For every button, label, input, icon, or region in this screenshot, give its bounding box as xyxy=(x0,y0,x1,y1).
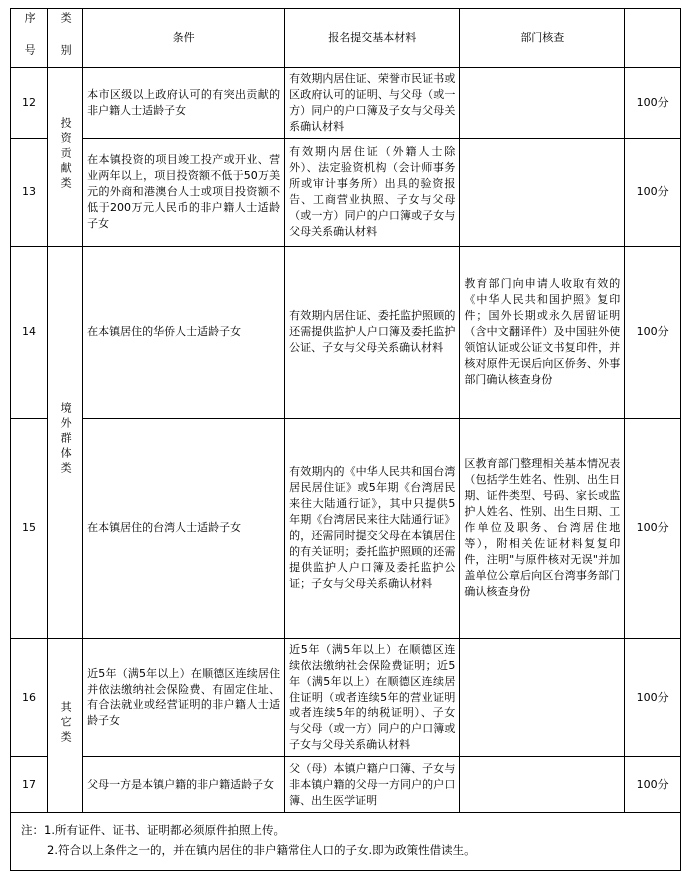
row-no: 14 xyxy=(11,246,48,418)
row-score: 100分 xyxy=(625,138,681,246)
row-no: 13 xyxy=(11,138,48,246)
header-materials: 报名提交基本材料 xyxy=(285,9,460,68)
table-row xyxy=(11,757,681,813)
row-review xyxy=(460,138,625,246)
footnote-line-1 xyxy=(21,820,670,840)
row-condition: 在本镇居住的台湾人士适龄子女 xyxy=(83,418,285,638)
row-condition: 本市区级以上政府认可的有突出贡献的非户籍人士适龄子女 xyxy=(83,67,285,138)
table-row xyxy=(11,638,681,757)
row-no: 16 xyxy=(11,638,48,757)
row-category: 境外群体类 xyxy=(48,246,83,638)
row-category: 投资贡献类 xyxy=(48,67,83,246)
row-materials: 父（母）本镇户籍户口簿、子女与非本镇户籍的父母一方同户的户口簿、出生医学证明 xyxy=(285,757,460,813)
row-condition: 在本镇居住的华侨人士适龄子女 xyxy=(83,246,285,418)
row-no: 15 xyxy=(11,418,48,638)
row-materials: 有效期内居住证、委托监护照顾的还需提供监护人户口簿及委托监护公证、子女与父母关系确认材料 xyxy=(285,246,460,418)
row-condition: 在本镇投资的项目竣工投产或开业、营业两年以上，项目投资额不低于50万美元的外商和港澳台人士或项目投资额不低于200万元人民币的非户籍人士适龄子女 xyxy=(83,138,285,246)
row-condition: 父母一方是本镇户籍的非户籍适龄子女 xyxy=(83,757,285,813)
row-score: 100分 xyxy=(625,246,681,418)
row-category: 其它类 xyxy=(48,638,83,813)
row-review: 教育部门向申请人收取有效的《中华人民共和国护照》复印件；国外长期或永久居留证明（含中文翻译件）及中国驻外使领馆认证或公证文书复印件，并核对原件无误后向区侨务、外事部门确认核查身份 xyxy=(460,246,625,418)
header-no: 序 号 xyxy=(11,9,48,68)
row-score: 100分 xyxy=(625,757,681,813)
admission-requirements-table xyxy=(10,8,681,813)
table-row xyxy=(11,138,681,246)
row-no: 17 xyxy=(11,757,48,813)
row-materials: 有效期内居住证、荣誉市民证书或区政府认可的证明、与父母（或一方）同户的户口簿及子女与父母关系确认材料 xyxy=(285,67,460,138)
row-materials: 有效期内居住证（外籍人士除外）、法定验资机构（会计师事务所或审计事务所）出具的验资报告、工商营业执照、子女与父母（或一方）同户的户口簿或子女与父母关系确认材料 xyxy=(285,138,460,246)
row-review xyxy=(460,638,625,757)
footnote-item-1: 1.所有证件、证书、证明都必须原件拍照上传。 xyxy=(44,823,285,838)
footnote-label: 注： xyxy=(21,823,44,838)
row-review: 区教育部门整理相关基本情况表（包括学生姓名、性别、出生日期、证件类型、号码、家长或监护人姓名、性别、出生日期、工作单位及职务、台湾居住地等），附相关佐证材料复复印件，注明"与原件核对无误"并加盖单位公章后向区台湾事务部门确认核查身份 xyxy=(460,418,625,638)
table-row xyxy=(11,67,681,138)
table-footnote xyxy=(10,813,681,870)
header-score xyxy=(625,9,681,68)
row-materials: 有效期内的《中华人民共和国台湾居民居住证》或5年期《台湾居民来往大陆通行证》，其中只提供5年期《台湾居民来往大陆通行证》的，还需同时提交父母在本镇居住的有关证明；委托监护照顾的还需提供监护人户口簿及委托监护公证；子女与父母关系确认材料 xyxy=(285,418,460,638)
table-row xyxy=(11,418,681,638)
row-review xyxy=(460,757,625,813)
footnote-line-2 xyxy=(21,840,670,860)
header-category: 类 别 xyxy=(48,9,83,68)
row-score: 100分 xyxy=(625,67,681,138)
row-score: 100分 xyxy=(625,418,681,638)
row-review xyxy=(460,67,625,138)
table-row xyxy=(11,246,681,418)
header-review: 部门核查 xyxy=(460,9,625,68)
table-header-row xyxy=(11,9,681,68)
row-no: 12 xyxy=(11,67,48,138)
row-condition: 近5年（满5年以上）在顺德区连续居住并依法缴纳社会保险费、有固定住址、有合法就业或经营证明的非户籍人士适龄子女 xyxy=(83,638,285,757)
row-score: 100分 xyxy=(625,638,681,757)
header-condition: 条件 xyxy=(83,9,285,68)
footnote-item-2: 2.符合以上条件之一的，并在镇内居住的非户籍常住人口的子女.即为政策性借读生。 xyxy=(47,843,476,858)
row-materials: 近5年（满5年以上）在顺德区连续依法缴纳社会保险费证明；近5年（满5年以上）在顺德区连续居住证明（或者连续5年的营业证明或者连续5年的纳税证明）、子女与父母（或一方）同户的户口簿或子女与父母关系确认材料 xyxy=(285,638,460,757)
